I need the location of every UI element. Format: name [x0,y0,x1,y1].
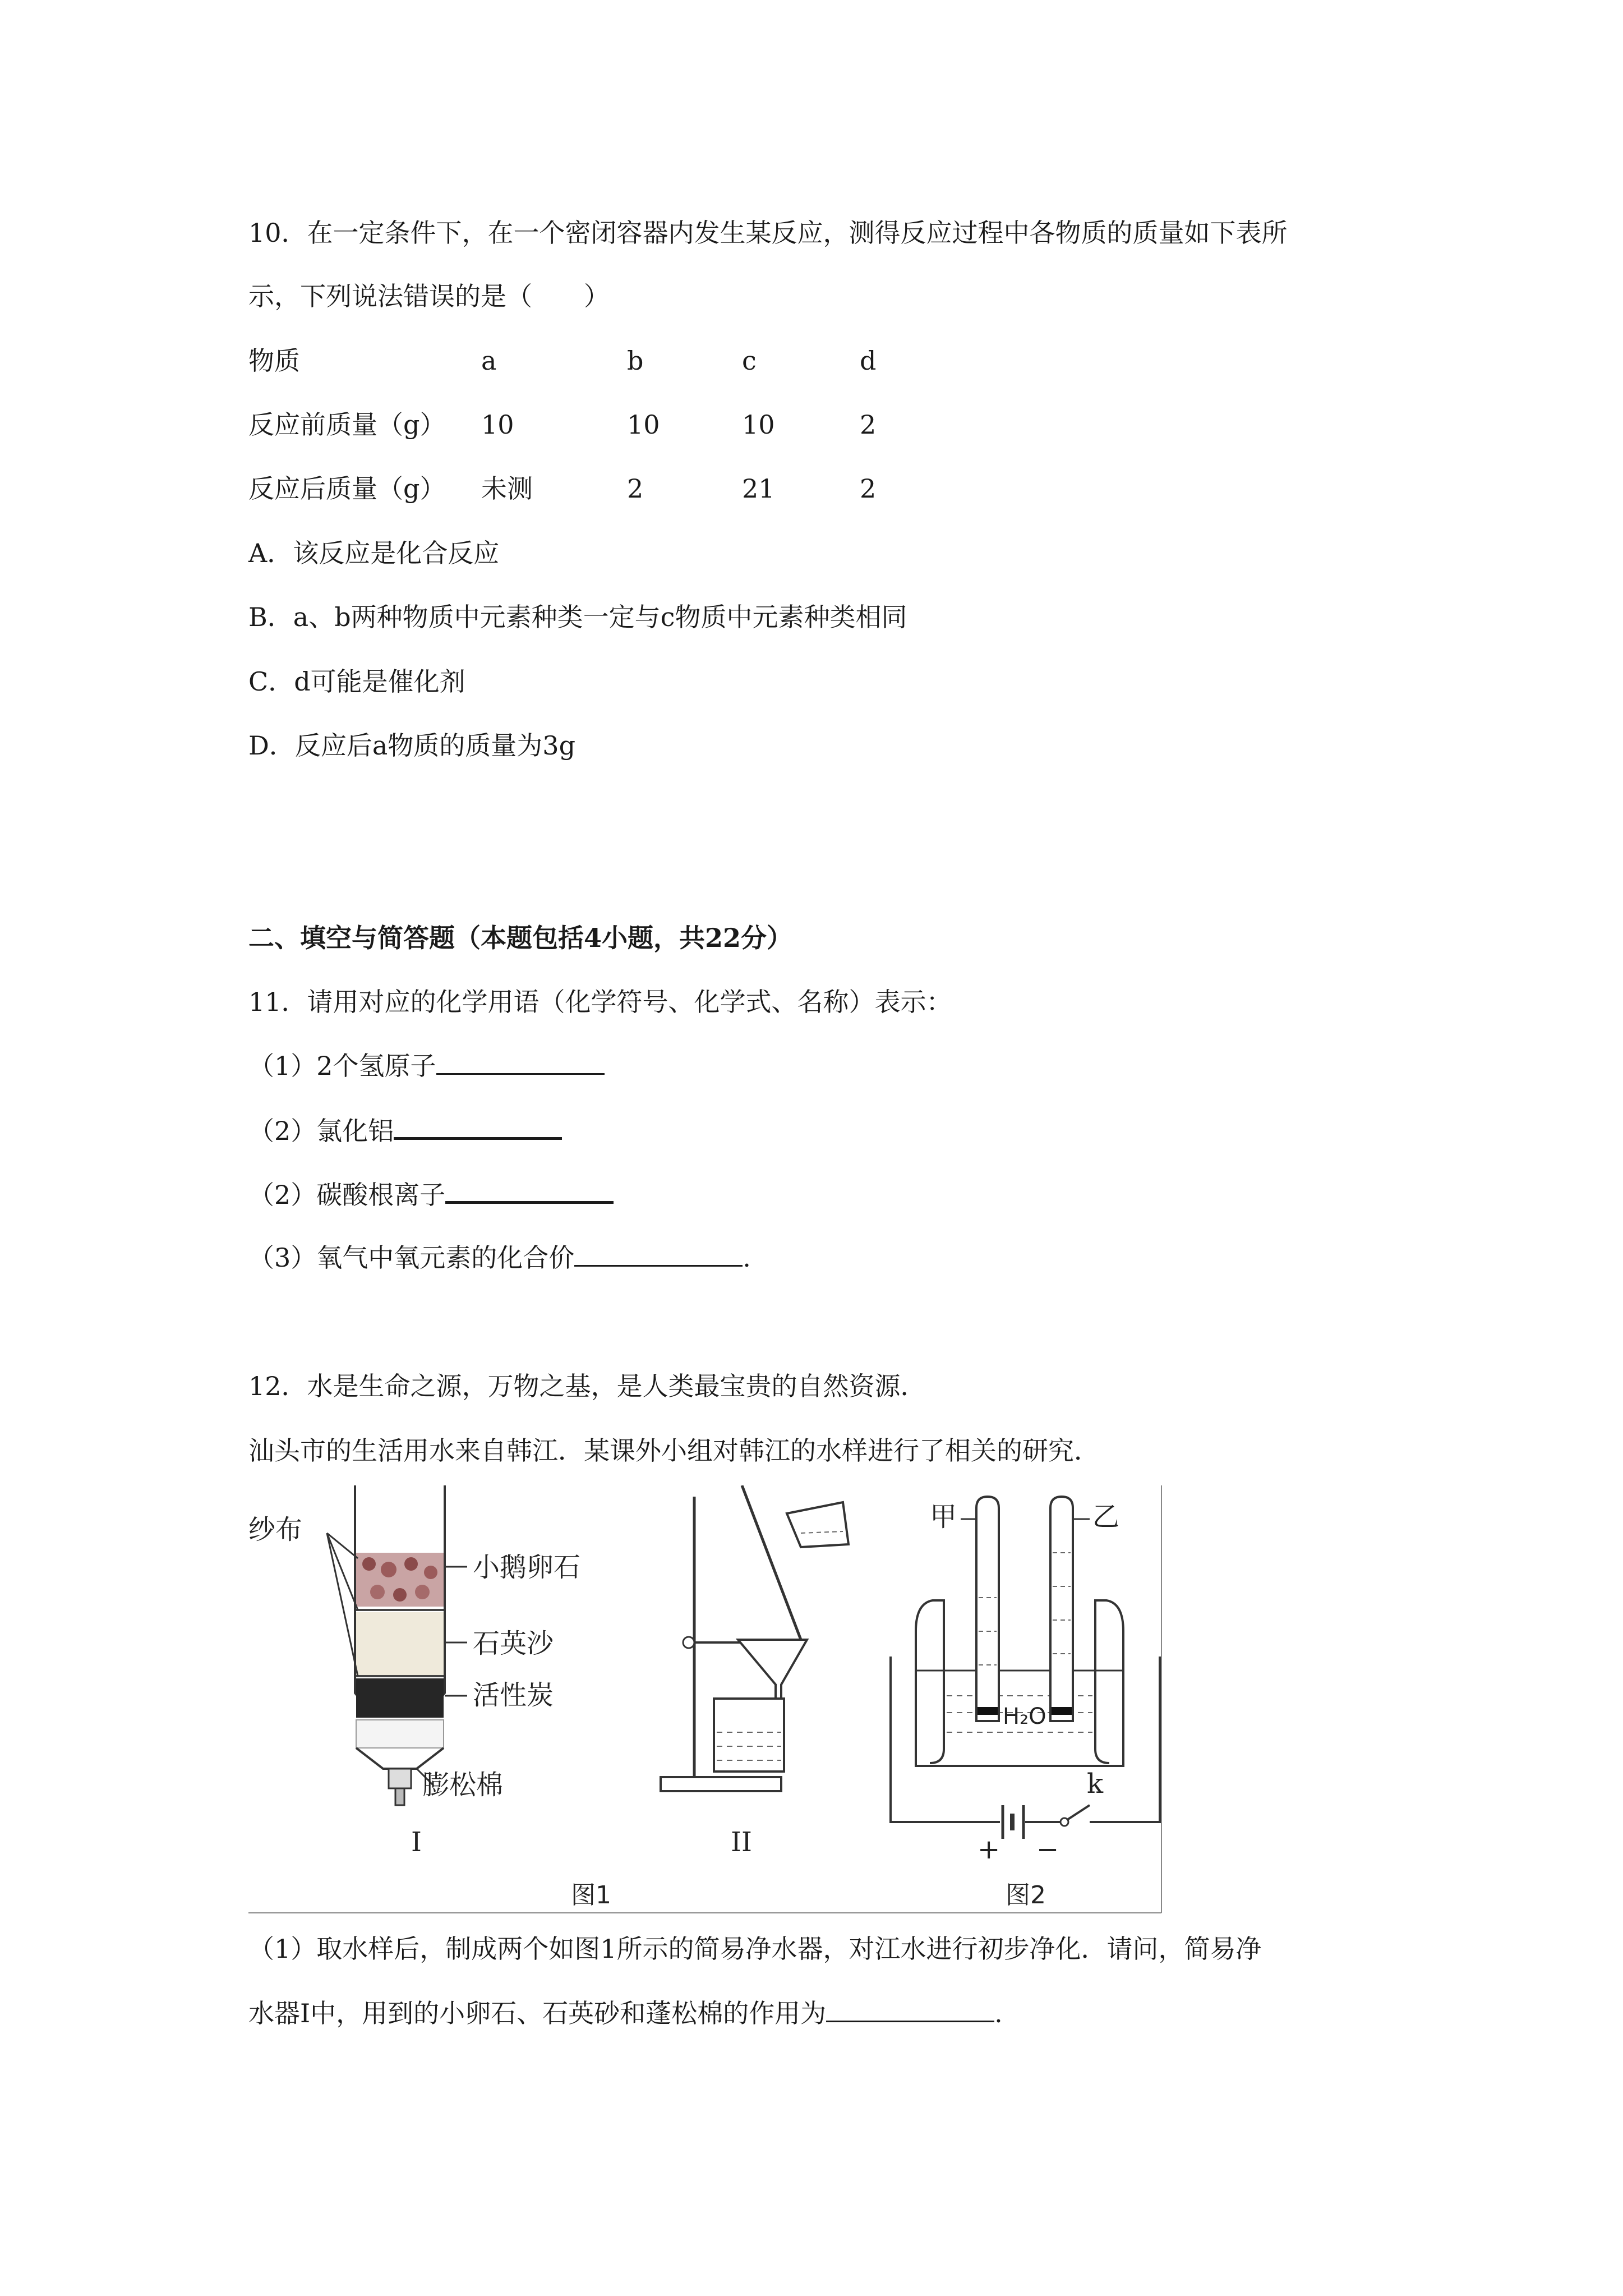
label-switch-k: k [1087,1768,1104,1800]
label-tube-jia: 甲 [930,1501,957,1533]
q12-sub1-line2 [248,1996,1003,2030]
label-tube-yi: 乙 [1092,1501,1120,1533]
label-water: H₂O [1003,1704,1046,1729]
q12-stem-line2: 汕头市的生活用水来自韩江．某课外小组对韩江的水样进行了相关的研究． [248,1435,1100,1466]
label-quartz-sand: 石英沙 [473,1628,554,1659]
q10-stem-line1: 10．在一定条件下，在一个密闭容器内发生某反应，测得反应过程中各物质的质量如下表所 [248,218,1288,248]
q10-option-c: C．d可能是催化剂 [248,666,465,697]
q11-item-label: （2）碳酸根离子 [248,1180,446,1210]
answer-blank[interactable] [445,1176,614,1204]
label-activated-carbon: 活性炭 [473,1680,554,1711]
table-cell: 反应前质量（g） [248,409,446,440]
table-cell: 未测 [481,473,533,504]
label-plus: + [978,1834,1000,1865]
table-cell: 10 [742,409,775,440]
table-cell: 物质 [248,346,300,376]
label-gauze: 纱布 [248,1514,303,1545]
q11-item-label: （2）氯化铝 [248,1116,394,1146]
label-figure-I: I [411,1826,422,1858]
q10-option-d: D．反应后a物质的质量为3g [248,730,576,761]
label-pebbles: 小鹅卵石 [473,1552,581,1583]
q11-item-3 [248,1176,614,1212]
table-cell: c [742,346,757,376]
q11-item-1 [248,1048,605,1083]
q12-sub1-line1: （1）取水样后，制成两个如图1所示的简易净水器，对江水进行初步净化．请问，简易净 [248,1934,1262,1964]
answer-blank[interactable] [826,1996,994,2022]
answer-blank[interactable] [436,1048,605,1075]
table-cell: b [627,346,644,376]
q11-item-label: （3）氧气中氧元素的化合价 [248,1243,575,1273]
table-cell: d [860,346,877,376]
end-mark: . [743,1243,751,1273]
q11-stem: 11．请用对应的化学用语（化学符号、化学式、名称）表示： [248,987,952,1017]
q11-item-2 [248,1112,562,1148]
table-cell: a [481,346,497,376]
q12-sub1-text: 水器Ⅰ中，用到的小卵石、石英砂和蓬松棉的作用为 [248,1998,827,2028]
q10-stem-line2: 示，下列说法错误的是（ ） [248,281,610,311]
q12-stem-line1: 12．水是生命之源，万物之基，是人类最宝贵的自然资源． [248,1371,926,1401]
q11-item-4 [248,1240,751,1274]
filtration-diagram [661,1485,849,1858]
q10-option-a: A．该反应是化合反应 [248,538,500,568]
q10-option-b: B．a、b两种物质中元素种类一定与c物质中元素种类相同 [248,602,907,632]
table-cell: 21 [742,473,775,504]
table-cell: 2 [860,409,877,440]
end-mark: . [994,1998,1003,2028]
q12-figure [248,1485,1164,1917]
electrolysis-diagram [891,1497,1160,1865]
label-figure-II: II [731,1826,752,1858]
answer-blank[interactable] [394,1112,562,1140]
answer-blank[interactable] [574,1240,743,1267]
label-cotton: 膨松棉 [422,1769,504,1801]
caption-figure-2: 图2 [1006,1881,1046,1910]
table-cell: 2 [860,473,877,504]
table-cell: 10 [627,409,660,440]
section-heading: 二、填空与简答题（本题包括4小题，共22分） [248,923,793,953]
caption-figure-1: 图1 [571,1881,611,1910]
water-purifier-diagram [248,1485,580,1858]
q11-item-label: （1）2个氢原子 [248,1051,436,1081]
table-cell: 反应后质量（g） [248,473,446,504]
label-minus: − [1036,1834,1059,1865]
table-cell: 2 [627,473,644,504]
table-cell: 10 [481,409,514,440]
